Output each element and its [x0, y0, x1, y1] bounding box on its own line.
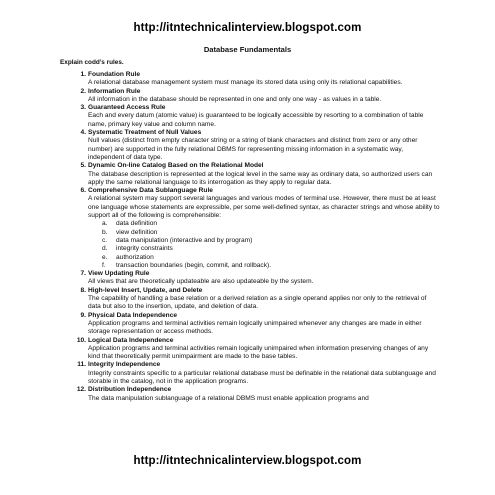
rule-number: 12. [76, 386, 86, 394]
sub-list-item [88, 254, 440, 262]
sub-item-letter: c. [102, 236, 108, 244]
rule-item [70, 312, 440, 337]
rule-title: Guaranteed Access Rule [88, 104, 166, 112]
sub-item-letter: f. [102, 261, 106, 269]
rule-number: 10. [76, 336, 86, 344]
question-text: Explain codd’s rules. [60, 59, 124, 66]
rule-number: 9. [80, 311, 86, 319]
rule-item [70, 361, 440, 386]
sub-list-item [88, 245, 440, 253]
rule-number: 5. [80, 162, 86, 170]
rule-title: High-level Insert, Update, and Delete [88, 286, 203, 294]
rule-item [70, 104, 440, 129]
rule-number: 2. [80, 87, 86, 95]
sub-item-text: data manipulation (interactive and by program) [116, 236, 253, 244]
rule-description: The data manipulation sublanguage of a relational DBMS must enable application programs and [88, 394, 369, 402]
rule-description: Each and every datum (atomic value) is guaranteed to be logically accessible by resorting to a combination of table name, primary key value and column name. [88, 112, 424, 128]
rule-title: Physical Data Independence [88, 311, 178, 319]
sub-item-text: integrity constraints [116, 245, 173, 253]
rule-title: Dynamic On-line Catalog Based on the Relational Model [88, 162, 264, 170]
rule-title: Integrity Independence [88, 361, 161, 369]
sub-item-letter: d. [102, 245, 108, 253]
rule-number: 3. [80, 104, 86, 112]
rule-number: 11. [77, 361, 86, 369]
rule-description: A relational database management system must manage its stored data using only its relational capabilities. [88, 79, 403, 87]
rule-item [70, 187, 440, 270]
sub-item-letter: b. [102, 228, 108, 236]
rule-item [70, 270, 440, 287]
rule-title: Distribution Independence [88, 386, 172, 394]
sub-item-letter: a. [102, 220, 108, 228]
rule-number: 8. [80, 286, 86, 294]
rule-item [70, 162, 440, 187]
rule-title: Comprehensive Data Sublanguage Rule [88, 187, 213, 195]
rules-list [70, 71, 440, 403]
rule-description: Application programs and terminal activities remain logically unimpaired when information preserving changes of any kind that theoretically permit unimpairment are made to the base tables. [88, 344, 429, 361]
sub-list [88, 220, 440, 270]
rule-description: All information in the database should be represented in one and only one way - as values in a table. [88, 95, 382, 103]
rule-title: Foundation Rule [88, 71, 141, 78]
sub-item-text: view definition [116, 228, 158, 236]
rule-item [70, 129, 440, 162]
header-url[interactable]: http://itntechnicalinterview.blogspot.com [133, 22, 362, 34]
rule-description: The capability of handling a base relation or a derived relation as a single operand applies nor only to the retrieval of data but also to the insertion, update, and deletion of data. [88, 295, 427, 311]
rule-title: View Updating Rule [88, 270, 150, 278]
rule-number: 7. [80, 270, 86, 278]
sub-item-text: transaction boundaries (begin, commit, and rollback). [116, 261, 272, 269]
rule-description: All views that are theoretically updateable are also updateable by the system. [88, 278, 314, 286]
sub-list-item [88, 237, 440, 245]
sub-item-text: authorization [116, 253, 154, 261]
rule-number: 6. [80, 187, 86, 195]
rule-description: The database description is represented at the logical level in the same way as ordinary data, so authorized users can apply the same relational language to its interrogation as they apply to regular data. [88, 170, 433, 186]
rule-number: 4. [80, 129, 86, 137]
rule-description: Application programs and terminal activities remain logically unimpaired whenever any changes are made in either storage representation or access methods. [88, 319, 422, 336]
rule-item [70, 88, 440, 105]
rule-description: Integrity constraints specific to a particular relational database must be definable in the relational data sublanguage and storable in the catalog, not in the application programs. [88, 369, 436, 385]
sub-list-item [88, 229, 440, 237]
rule-item [70, 71, 440, 88]
rule-number: 1. [80, 71, 86, 78]
rule-item [70, 337, 440, 362]
rule-title: Systematic Treatment of Null Values [88, 129, 202, 137]
rule-title: Logical Data Independence [88, 336, 174, 344]
rule-description: A relational system may support several languages and various modes of terminal use. However, there must be at least one language whose statements are expressible, per some well-defined syntax, as character strings and whose ability to support all of the following is comprehensible: [88, 195, 440, 220]
rule-description: Null values (distinct from empty character string or a string of blank characters and distinct from zero or any other number) are supported in the fully relational DBMS for representing missing information in a systematic way, independent of data type. [88, 137, 418, 161]
sub-item-text: data definition [116, 220, 158, 228]
footer-url[interactable]: http://itntechnicalinterview.blogspot.com [133, 455, 362, 467]
rule-item [70, 287, 440, 312]
document-title: Database Fundamentals [203, 45, 292, 54]
rule-item [70, 386, 440, 403]
sub-list-item [88, 262, 440, 270]
rule-title: Information Rule [88, 87, 141, 95]
sub-list-item [88, 220, 440, 228]
sub-item-letter: e. [102, 253, 108, 261]
